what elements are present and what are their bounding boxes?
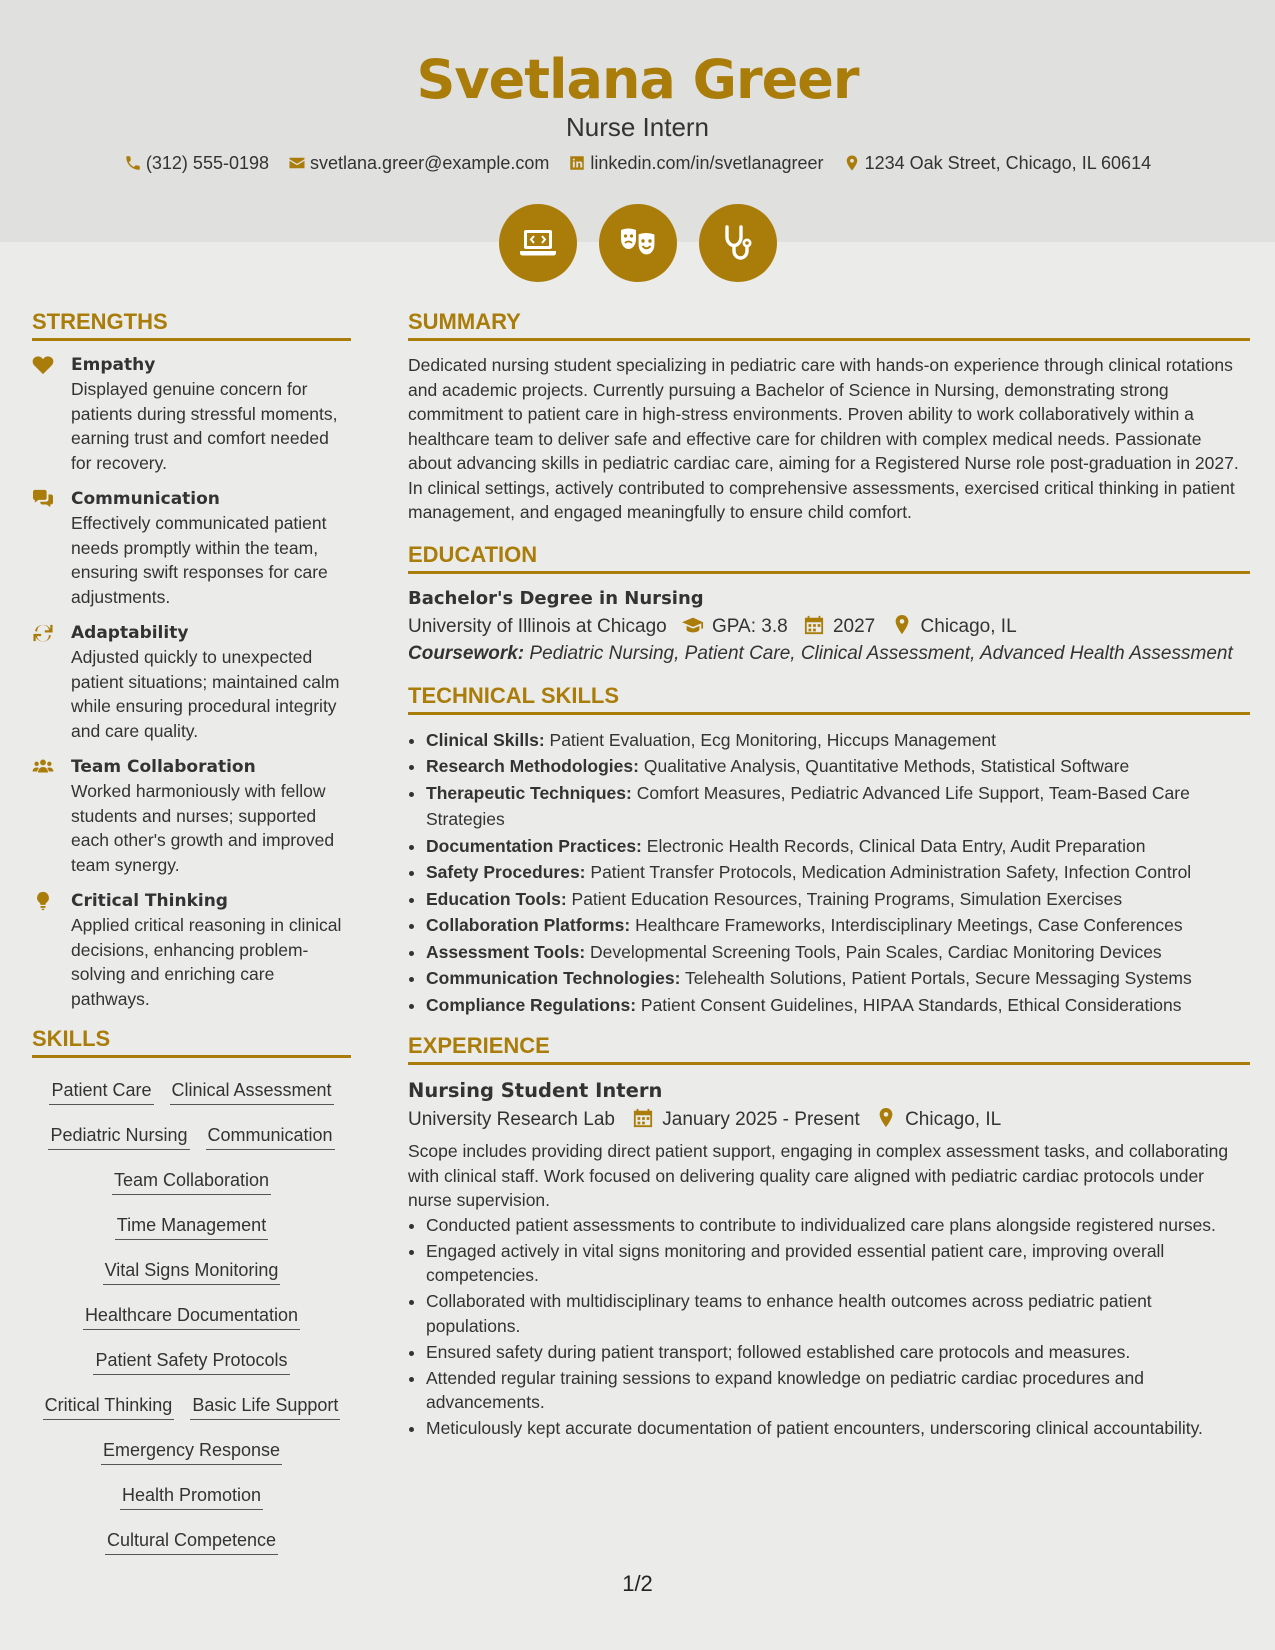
badge-laptop (499, 204, 577, 282)
experience-heading: EXPERIENCE (408, 1032, 1250, 1065)
contact-phone[interactable] (124, 151, 269, 175)
strength-desc: Effectively communicated patient needs promptly within the team, ensuring swift responses for care adjustments. (71, 513, 328, 607)
technical-skill-value: Healthcare Frameworks, Interdisciplinary Meetings, Case Conferences (635, 915, 1183, 935)
graduation-cap-icon (682, 615, 704, 635)
experience-bullet: • Collaborated with multidisciplinary teams to enhance health outcomes across pediatric patient populations. (426, 1289, 1250, 1338)
skills-list (32, 1068, 351, 1563)
education-details (408, 612, 1250, 642)
technical-skill-value: Patient Education Resources, Training Programs, Simulation Exercises (571, 888, 1123, 909)
technical-skill-item (426, 886, 1250, 913)
education-heading: EDUCATION (408, 541, 1250, 574)
phone-icon (124, 154, 142, 172)
experience-job-title: Nursing Student Intern (408, 1079, 663, 1102)
left-column (32, 308, 351, 1563)
theater-masks-icon (618, 223, 658, 263)
skill-tag: Critical Thinking (43, 1393, 175, 1420)
technical-skill-item (426, 780, 1250, 833)
heart-icon (32, 355, 54, 375)
calendar-icon (803, 615, 825, 635)
strength-item (32, 755, 351, 877)
experience-bullet: • Ensured safety during patient transport; followed established care protocols and measures. (426, 1340, 1250, 1365)
skill-tag: Emergency Response (101, 1438, 282, 1465)
technical-skill-item (426, 912, 1250, 939)
badge-icons (0, 204, 1275, 282)
education-location: Chicago, IL (920, 615, 1017, 637)
skill-row (32, 1338, 351, 1383)
technical-skills-list (408, 727, 1250, 1019)
contact-linkedin-text: linkedin.com/in/svetlanagreer (590, 153, 824, 173)
skill-row (32, 1203, 351, 1248)
strength-title: Empathy (71, 355, 156, 375)
sync-icon (32, 623, 54, 643)
technical-skill-value: Patient Transfer Protocols, Medication Administration Safety, Infection Control (590, 862, 1192, 882)
skill-row (32, 1293, 351, 1338)
contact-linkedin[interactable] (568, 151, 823, 175)
coursework-list: Pediatric Nursing, Patient Care, Clinical Assessment, Advanced Health Assessment (529, 642, 1233, 664)
skill-tag: Basic Life Support (190, 1393, 340, 1420)
candidate-name: Svetlana Greer (416, 48, 859, 111)
technical-skill-value: Patient Evaluation, Ecg Monitoring, Hiccups Management (549, 729, 997, 750)
strengths-heading: STRENGTHS (32, 308, 351, 341)
skill-tag: Healthcare Documentation (83, 1303, 300, 1330)
technical-skill-value: Electronic Health Records, Clinical Data Entry, Audit Preparation (646, 835, 1146, 856)
technical-skill-value: Qualitative Analysis, Quantitative Methods, Statistical Software (643, 756, 1130, 776)
contact-phone-text: (312) 555-0198 (145, 153, 269, 173)
contact-email[interactable] (288, 151, 549, 175)
technical-skill-label: Documentation Practices: (426, 835, 642, 856)
education-school: University of Illinois at Chicago (408, 615, 667, 637)
skill-tag: Patient Care (49, 1078, 153, 1105)
experience-bullet: • Engaged actively in vital signs monitoring and provided essential patient care, improving overall competencies. (426, 1239, 1250, 1288)
linkedin-icon (568, 154, 586, 172)
education-gpa: GPA: 3.8 (712, 615, 788, 637)
strength-title: Communication (71, 489, 220, 509)
users-icon (32, 757, 54, 777)
technical-skill-label: Assessment Tools: (426, 941, 586, 962)
technical-skill-value: Developmental Screening Tools, Pain Scales, Cardiac Monitoring Devices (590, 941, 1162, 962)
skill-tag: Clinical Assessment (170, 1078, 334, 1105)
strength-item (32, 889, 351, 1011)
strength-title: Adaptability (71, 623, 189, 643)
technical-skill-item (426, 965, 1250, 992)
strength-title: Critical Thinking (71, 891, 228, 911)
map-marker-icon (875, 1108, 897, 1128)
technical-skills-heading: TECHNICAL SKILLS (408, 682, 1250, 715)
summary-text: Dedicated nursing student specializing in pediatric care with hands-on experience through clinical rotations and academic projects. Currently pursuing a Bachelor of Science in Nursing, demonstrating strong commitment to patient care in high-stress environments. Proven ability to work collaboratively within a healthcare team to deliver safe and effective care for children with complex medical needs. Passionate about advancing skills in pediatric cardiac care, aiming for a Registered Nurse role post-graduation in 2027. In clinical settings, actively contributed to comprehensive assessments, exercised critical thinking in patient management, and engaged meaningfully to ensure child comfort. (408, 355, 1239, 522)
candidate-title: Nurse Intern (565, 112, 710, 142)
experience-bullets (408, 1213, 1250, 1441)
skill-tag: Patient Safety Protocols (93, 1348, 289, 1375)
skill-row (32, 1113, 351, 1158)
technical-skill-item (426, 727, 1250, 754)
badge-stethoscope (699, 204, 777, 282)
skill-tag: Communication (206, 1123, 335, 1150)
technical-skill-label: Compliance Regulations: (426, 994, 637, 1015)
calendar-icon (632, 1108, 654, 1128)
technical-skill-item (426, 992, 1250, 1019)
technical-skill-item (426, 833, 1250, 860)
page-number: 1/2 (622, 1571, 653, 1596)
technical-skill-item (426, 859, 1250, 886)
right-column (408, 308, 1250, 1442)
comments-icon (32, 489, 54, 509)
strength-desc: Displayed genuine concern for patients during stressful moments, earning trust and comfort needed for recovery. (71, 379, 338, 473)
contact-email-text: svetlana.greer@example.com (310, 153, 550, 173)
experience-dates: January 2025 - Present (662, 1109, 860, 1130)
skill-row (32, 1473, 351, 1518)
contact-address (843, 151, 1152, 175)
experience-org: University Research Lab (408, 1109, 615, 1130)
coursework-label: Coursework: (408, 642, 525, 664)
stethoscope-icon (718, 223, 758, 263)
experience-location: Chicago, IL (905, 1109, 1002, 1130)
technical-skill-label: Collaboration Platforms: (426, 915, 631, 935)
map-marker-icon (843, 154, 861, 172)
skill-row (32, 1383, 351, 1428)
technical-skill-label: Safety Procedures: (426, 862, 586, 882)
strength-desc: Adjusted quickly to unexpected patient situations; maintained calm while ensuring procedural integrity and care quality. (71, 647, 340, 741)
strength-item (32, 353, 351, 475)
skill-tag: Time Management (115, 1213, 268, 1240)
experience-bullet: • Attended regular training sessions to expand knowledge on pediatric cardiac procedures and advancements. (426, 1366, 1250, 1415)
technical-skill-value: Patient Consent Guidelines, HIPAA Standards, Ethical Considerations (640, 994, 1182, 1015)
laptop-code-icon (518, 223, 558, 263)
strength-desc: Worked harmoniously with fellow students and nurses; supported each other's growth and improved team synergy. (71, 781, 335, 875)
badge-masks (599, 204, 677, 282)
technical-skill-label: Communication Technologies: (426, 968, 681, 988)
envelope-icon (288, 154, 306, 172)
strength-title: Team Collaboration (71, 757, 256, 777)
skill-row (32, 1428, 351, 1473)
experience-details (408, 1105, 1250, 1135)
experience-bullet: • Conducted patient assessments to contribute to individualized care plans alongside registered nurses. (426, 1213, 1250, 1238)
skill-row (32, 1248, 351, 1293)
technical-skill-label: Research Methodologies: (426, 756, 639, 776)
skill-row (32, 1068, 351, 1113)
education-degree: Bachelor's Degree in Nursing (408, 587, 704, 609)
technical-skill-label: Therapeutic Techniques: (426, 782, 632, 803)
skills-heading: SKILLS (32, 1025, 351, 1058)
lightbulb-icon (32, 891, 54, 911)
education-year: 2027 (832, 615, 876, 637)
technical-skill-value: Telehealth Solutions, Patient Portals, Secure Messaging Systems (684, 968, 1192, 988)
technical-skill-label: Education Tools: (426, 888, 567, 909)
education-coursework (408, 642, 1250, 666)
experience-desc: Scope includes providing direct patient support, engaging in complex assessment tasks, and collaborating with clinical staff. Work focused on delivering quality care aligned with pediatric cardiac protocols under nurse supervision. (408, 1141, 1229, 1210)
strength-desc: Applied critical reasoning in clinical decisions, enhancing problem-solving and enriching care pathways. (71, 915, 342, 1009)
skill-tag: Team Collaboration (112, 1168, 271, 1195)
skill-tag: Cultural Competence (105, 1528, 278, 1555)
map-marker-icon (891, 615, 913, 635)
technical-skill-label: Clinical Skills: (426, 729, 545, 750)
skill-row (32, 1158, 351, 1203)
technical-skill-item (426, 939, 1250, 966)
experience-bullet: • Meticulously kept accurate documentation of patient encounters, underscoring clinical accountability. (426, 1416, 1250, 1441)
strength-item (32, 487, 351, 609)
strength-item (32, 621, 351, 743)
skill-row (32, 1518, 351, 1563)
summary-heading: SUMMARY (408, 308, 1250, 341)
skill-tag: Vital Signs Monitoring (103, 1258, 281, 1285)
skill-tag: Pediatric Nursing (48, 1123, 189, 1150)
contact-bar (0, 151, 1275, 175)
technical-skill-value: Comfort Measures, Pediatric Advanced Life Support, Team-Based Care Strategies (426, 782, 1190, 829)
skill-tag: Health Promotion (120, 1483, 263, 1510)
contact-address-text: 1234 Oak Street, Chicago, IL 60614 (864, 153, 1152, 173)
technical-skill-item (426, 753, 1250, 780)
